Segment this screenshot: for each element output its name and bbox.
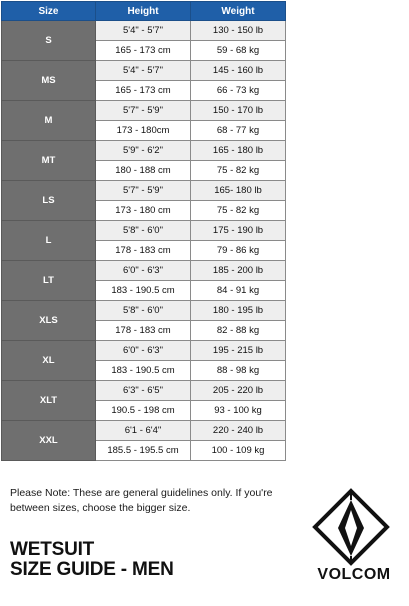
table-row <box>2 181 286 201</box>
weight-metric-cell: 93 - 100 kg <box>191 401 286 421</box>
weight-metric-cell: 66 - 73 kg <box>191 81 286 101</box>
table-row <box>2 421 286 441</box>
weight-imperial-cell: 165- 180 lb <box>191 181 286 201</box>
height-metric-cell: 180 - 188 cm <box>96 161 191 181</box>
height-metric-cell: 190.5 - 198 cm <box>96 401 191 421</box>
size-label-cell: XLS <box>2 301 96 341</box>
sizing-note: Please Note: These are general guidelines only. If you're between sizes, choose the bigger size. <box>10 487 273 514</box>
size-label-cell: MS <box>2 61 96 101</box>
title-line-1: WETSUIT <box>10 539 95 560</box>
weight-imperial-cell: 165 - 180 lb <box>191 141 286 161</box>
height-metric-cell: 183 - 190.5 cm <box>96 281 191 301</box>
table-row <box>2 341 286 361</box>
volcom-stone-icon <box>312 488 390 566</box>
size-label-cell: MT <box>2 141 96 181</box>
height-metric-cell: 178 - 183 cm <box>96 241 191 261</box>
size-label-cell: M <box>2 101 96 141</box>
height-metric-cell: 178 - 183 cm <box>96 321 191 341</box>
weight-imperial-cell: 185 - 200 lb <box>191 261 286 281</box>
size-label-cell: L <box>2 221 96 261</box>
height-metric-cell: 173 - 180cm <box>96 121 191 141</box>
weight-metric-cell: 68 - 77 kg <box>191 121 286 141</box>
size-label-cell: XL <box>2 341 96 381</box>
table-row <box>2 101 286 121</box>
table-row <box>2 141 286 161</box>
weight-metric-cell: 79 - 86 kg <box>191 241 286 261</box>
size-label-cell: XLT <box>2 381 96 421</box>
weight-metric-cell: 100 - 109 kg <box>191 441 286 461</box>
height-imperial-cell: 5'7" - 5'9" <box>96 101 191 121</box>
weight-column-header: Weight <box>191 2 286 21</box>
height-imperial-cell: 5'4" - 5'7" <box>96 61 191 81</box>
height-imperial-cell: 5'7" - 5'9" <box>96 181 191 201</box>
table-row <box>2 301 286 321</box>
table-header-row <box>2 2 286 21</box>
size-label-cell: XXL <box>2 421 96 461</box>
height-imperial-cell: 5'9" - 6'2" <box>96 141 191 161</box>
table-row <box>2 61 286 81</box>
weight-imperial-cell: 220 - 240 lb <box>191 421 286 441</box>
weight-metric-cell: 59 - 68 kg <box>191 41 286 61</box>
weight-imperial-cell: 195 - 215 lb <box>191 341 286 361</box>
weight-metric-cell: 82 - 88 kg <box>191 321 286 341</box>
table-row <box>2 381 286 401</box>
weight-metric-cell: 75 - 82 kg <box>191 161 286 181</box>
page-title <box>10 540 174 580</box>
title-line-2: SIZE GUIDE - MEN <box>10 559 174 580</box>
height-metric-cell: 165 - 173 cm <box>96 41 191 61</box>
height-metric-cell: 185.5 - 195.5 cm <box>96 441 191 461</box>
height-column-header: Height <box>96 2 191 21</box>
weight-imperial-cell: 145 - 160 lb <box>191 61 286 81</box>
weight-imperial-cell: 205 - 220 lb <box>191 381 286 401</box>
size-chart-table <box>1 1 286 461</box>
height-imperial-cell: 6'0" - 6'3" <box>96 341 191 361</box>
size-label-cell: S <box>2 21 96 61</box>
weight-imperial-cell: 130 - 150 lb <box>191 21 286 41</box>
height-metric-cell: 173 - 180 cm <box>96 201 191 221</box>
weight-metric-cell: 84 - 91 kg <box>191 281 286 301</box>
height-imperial-cell: 6'0" - 6'3" <box>96 261 191 281</box>
table-row <box>2 261 286 281</box>
size-label-cell: LS <box>2 181 96 221</box>
weight-imperial-cell: 150 - 170 lb <box>191 101 286 121</box>
height-imperial-cell: 5'8" - 6'0" <box>96 301 191 321</box>
size-column-header: Size <box>2 2 96 21</box>
height-metric-cell: 165 - 173 cm <box>96 81 191 101</box>
height-imperial-cell: 6'1 - 6'4" <box>96 421 191 441</box>
weight-imperial-cell: 175 - 190 lb <box>191 221 286 241</box>
table-row <box>2 221 286 241</box>
height-metric-cell: 183 - 190.5 cm <box>96 361 191 381</box>
height-imperial-cell: 6'3" - 6'5" <box>96 381 191 401</box>
height-imperial-cell: 5'4" - 5'7" <box>96 21 191 41</box>
height-imperial-cell: 5'8" - 6'0" <box>96 221 191 241</box>
table-row <box>2 21 286 41</box>
size-label-cell: LT <box>2 261 96 301</box>
weight-metric-cell: 88 - 98 kg <box>191 361 286 381</box>
weight-metric-cell: 75 - 82 kg <box>191 201 286 221</box>
brand-logo-text: VOLCOM <box>317 566 391 583</box>
weight-imperial-cell: 180 - 195 lb <box>191 301 286 321</box>
